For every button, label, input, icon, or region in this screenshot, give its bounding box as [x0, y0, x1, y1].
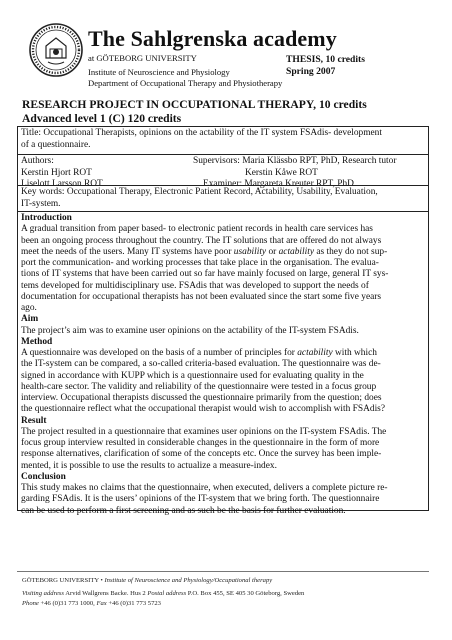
- footer-phone-label: Phone: [22, 600, 39, 607]
- supervisors: Supervisors: Maria Klässbo RPT, PhD, Research tutor: [193, 156, 397, 166]
- footer-postal-label: Postal address: [147, 590, 187, 597]
- intro-line: tions of IT systems that have been carried out so far have mainly focused on large, general IT sys-: [21, 269, 389, 280]
- intro-line: tems developed for multidisciplinary use. FSAdis that was developed to support the needs of: [21, 280, 369, 291]
- keywords-line2: IT-system.: [21, 198, 61, 209]
- method-line: [21, 348, 425, 359]
- intro-line: A gradual transition from paper based- to electronic patient records in health care services has: [21, 224, 373, 235]
- result-heading: Result: [21, 415, 47, 426]
- footer-divider: [17, 571, 429, 572]
- abstract-cell: [17, 211, 429, 516]
- authors-label: Authors:: [21, 156, 54, 166]
- intro-term-actability: actability: [278, 246, 315, 257]
- supervisor-2: Kerstin Kåwe ROT: [245, 167, 318, 178]
- intro-text: meet the needs of the users. Many IT systems have poor: [21, 246, 232, 257]
- footer-line-2: [22, 590, 304, 597]
- footer-postal-address: P.O. Box 455, SE 405 30 Göteborg, Sweden: [186, 590, 305, 597]
- result-line: mented, it is possible to use the results to actualize a measure-index.: [21, 460, 277, 471]
- keywords-cell: [17, 185, 429, 212]
- conclusion-line: This study makes no claims that the questionnaire, when executed, delivers a complete picture re-: [21, 483, 388, 493]
- footer-bullet: •: [98, 577, 105, 584]
- intro-line: ago.: [21, 303, 37, 313]
- examiner: Examiner: Margareta Kreuter RPT, PhD: [203, 179, 354, 190]
- conclusion-line: can be used to perform a first screening and as such be the basis for further evaluation.: [21, 505, 346, 516]
- method-text: A questionnaire was developed on the basis of a number of principles for: [21, 348, 295, 358]
- method-text: with which: [332, 348, 377, 358]
- level-heading: Advanced level 1 (C) 120 credits: [22, 112, 182, 125]
- thesis-title-line1: Title: Occupational Therapists, opinions on the actability of the IT system FSAdis- development: [21, 128, 382, 138]
- people-cell: [17, 154, 429, 190]
- department-name: Department of Occupational Therapy and Physiotherapy: [88, 78, 283, 88]
- method-line: health-care sector. The validity and reliability of the questionnaire were tested in a focus group: [21, 381, 377, 392]
- intro-text: as they do not sup-: [314, 246, 388, 257]
- keywords-line1: Key words: Occupational Therapy, Electronic Patient Record, Actability, Usability, Evaluation,: [21, 187, 378, 197]
- institution-title: The Sahlgrenska academy: [88, 26, 337, 51]
- introduction-heading: Introduction: [21, 213, 72, 223]
- footer-fax-label: Fax: [96, 600, 107, 607]
- result-line: The project resulted in a questionnaire that examines user opinions on the IT-system FSAdis. The: [21, 426, 387, 437]
- author-2: Liselott Larsson ROT: [21, 179, 103, 190]
- footer-institute: Institute of Neuroscience and Physiology/Occupational therapy: [104, 577, 273, 584]
- result-line: focus group interview resulted in considerable changes in the questionnaire in the form of more: [21, 438, 380, 448]
- method-line: signed in accordance with KUPP which is a questionnaire used for evaluating quality in the: [21, 370, 364, 381]
- university-name: at GÖTEBORG UNIVERSITY: [88, 53, 197, 63]
- title-cell: [17, 126, 429, 155]
- thesis-title-line2: of a questionnaire.: [21, 139, 91, 150]
- institute-name: Institute of Neuroscience and Physiology: [88, 67, 230, 77]
- conclusion-line: garding FSAdis. It is the users’ opinions of the IT-system that we bring forth. The questionnaire: [21, 494, 380, 505]
- author-1: Kerstin Hjort ROT: [21, 167, 92, 178]
- method-line: the IT-system can be compared, a so-called criteria-based evaluation. The questionnaire was de-: [21, 359, 381, 370]
- aim-text: The project’s aim was to examine user opinions on the actability of the IT-system FSAdis.: [21, 325, 359, 336]
- intro-text: or: [266, 246, 279, 257]
- method-line: the questionnaire reflect what the occupational therapist would wish to accomplish with FSAdis?: [21, 404, 385, 415]
- footer-line-1: [22, 577, 272, 584]
- result-line: response alternatives, clarification of some of the concepts etc. Once the survey has been imple-: [21, 449, 382, 460]
- method-term-actability: actability: [297, 348, 333, 358]
- conclusion-heading: Conclusion: [21, 471, 66, 482]
- aim-heading: Aim: [21, 314, 39, 325]
- footer-line-3: [22, 600, 161, 607]
- intro-line: port the communication- and working processes that take place in the organisation. The evalua-: [21, 258, 379, 268]
- university-seal-logo: [28, 22, 84, 78]
- footer-university: GÖTEBORG UNIVERSITY: [22, 577, 99, 584]
- project-heading: RESEARCH PROJECT IN OCCUPATIONAL THERAPY, 10 credits: [22, 98, 367, 111]
- footer-fax: +46 (0)31 773 5723: [106, 600, 161, 607]
- thesis-credits: THESIS, 10 credits: [286, 54, 365, 65]
- footer-phone: +46 (0)31 773 1000,: [38, 600, 97, 607]
- intro-line: [21, 247, 425, 258]
- method-line: interview. Occupational therapists discussed the questionnaire primarily from the question; does: [21, 393, 382, 403]
- thesis-term: Spring 2007: [286, 66, 336, 77]
- intro-line: been an ongoing process throughout the country. The IT solutions that are offered do not always: [21, 235, 382, 246]
- method-heading: Method: [21, 336, 53, 347]
- footer-visiting-label: Visiting address: [22, 590, 64, 597]
- footer-visiting-address: Arvid Wallgrens Backe. Hus 2: [63, 590, 148, 597]
- intro-line: documentation for occupational therapists has not been evaluated since the start some five years: [21, 291, 382, 302]
- intro-term-usability: usability: [233, 246, 267, 257]
